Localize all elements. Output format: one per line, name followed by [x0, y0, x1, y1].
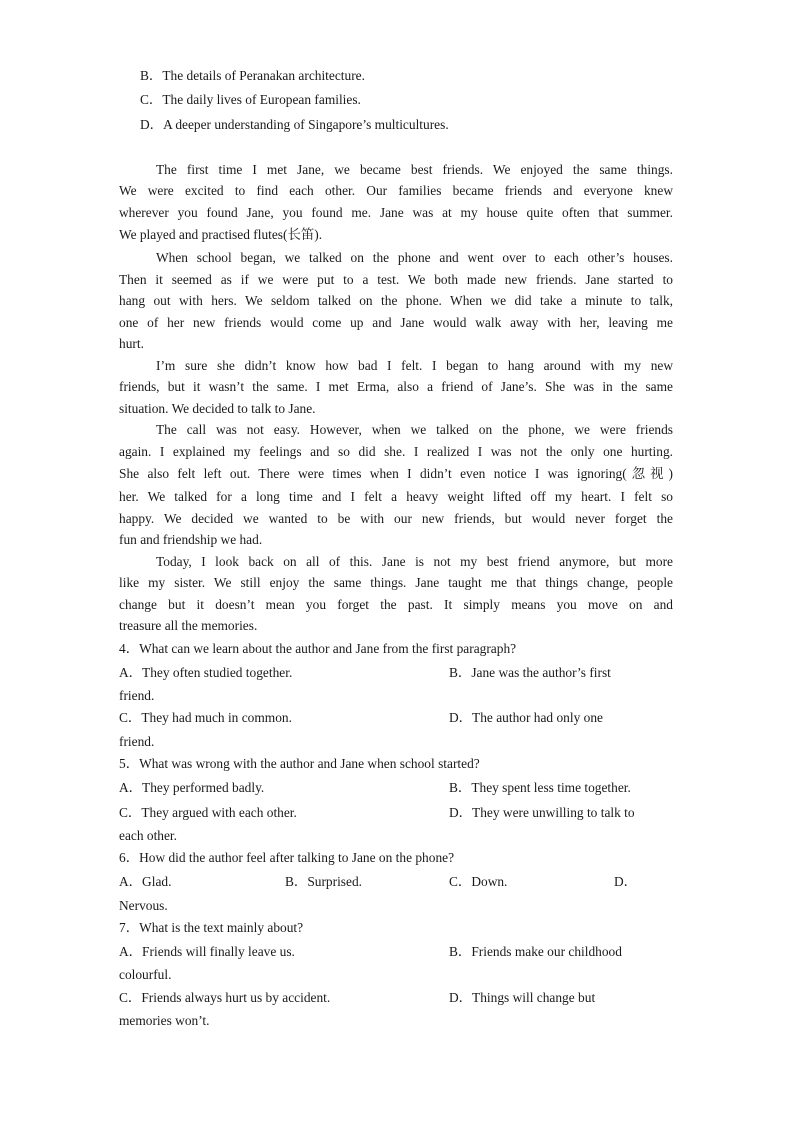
question-4-option-a: A．They often studied together. [119, 665, 293, 680]
passage-p5-line: change but it doesn’t mean you forget the past. It simply means you move on and [119, 597, 673, 612]
question-7-option-b: B．Friends make our childhood [449, 944, 622, 959]
question-6-option-c: C．Down. [449, 874, 508, 889]
passage-p4-line: her. We talked for a long time and I felt a heavy weight lifted off my heart. I felt so [119, 489, 673, 504]
question-5-option-c: C．They argued with each other. [119, 805, 297, 820]
question-5-stem: 5．What was wrong with the author and Jane when school started? [119, 756, 480, 771]
question-4-option-b-wrap: friend. [119, 688, 155, 703]
passage-p2-line: hurt. [119, 336, 144, 351]
question-7-option-a: A．Friends will finally leave us. [119, 944, 295, 959]
passage-p2-line: one of her new friends would come up and Jane would walk away with her, leaving me [119, 315, 673, 330]
question-5-option-d-wrap: each other. [119, 828, 177, 843]
option-letter: D． [140, 117, 164, 132]
prev-option-d [140, 117, 449, 133]
passage-p5-line: treasure all the memories. [119, 618, 258, 633]
question-6-option-d: D． [614, 874, 638, 889]
option-text: A deeper understanding of Singapore’s multicultures. [163, 117, 449, 132]
question-6-stem: 6．How did the author feel after talking to Jane on the phone? [119, 850, 455, 865]
passage-p2-line: hang out with hers. We seldom talked on the phone. When we did take a minute to talk, [119, 293, 673, 308]
passage-p4-line: fun and friendship we had. [119, 532, 263, 547]
question-4-option-d-wrap: friend. [119, 734, 155, 749]
passage-p3-line: friends, but it wasn’t the same. I met Erma, also a friend of Jane’s. She was in the same [119, 379, 673, 394]
passage-p2-line: When school began, we talked on the phone and went over to each other’s houses. [156, 250, 673, 265]
question-6-option-d-wrap: Nervous. [119, 898, 168, 913]
option-letter: B． [140, 68, 163, 83]
passage-p3-line: I’m sure she didn’t know how bad I felt. I began to hang around with my new [156, 358, 673, 373]
question-5-option-d: D．They were unwilling to talk to [449, 805, 635, 820]
prev-option-c [140, 92, 361, 108]
option-text: The details of Peranakan architecture. [162, 68, 365, 83]
passage-p4-line: again. I explained my feelings and so did she. I realized I was not the only one hurting. [119, 444, 673, 459]
passage-p1-line: The first time I met Jane, we became best friends. We enjoyed the same things. [156, 162, 673, 177]
question-7-option-d-wrap: memories won’t. [119, 1013, 210, 1028]
question-4-stem: 4．What can we learn about the author and Jane from the first paragraph? [119, 641, 517, 656]
question-7-option-c: C．Friends always hurt us by accident. [119, 990, 331, 1005]
question-5-option-a: A．They performed badly. [119, 780, 265, 795]
passage-p4-line: The call was not easy. However, when we talked on the phone, we were friends [156, 422, 673, 437]
passage-p5-line: like my sister. We still enjoy the same things. Jane taught me that things change, people [119, 575, 673, 590]
passage-p2-line: Then it seemed as if we were put to a test. We both made new friends. Jane started to [119, 272, 673, 287]
question-7-stem: 7．What is the text mainly about? [119, 920, 304, 935]
question-7-option-b-wrap: colourful. [119, 967, 172, 982]
option-letter: C． [140, 92, 163, 107]
passage-p1-line: We played and practised flutes(长笛). [119, 227, 323, 242]
passage-p4-line: happy. We decided we wanted to be with our new friends, but would never forget the [119, 511, 673, 526]
question-6-option-b: B．Surprised. [285, 874, 362, 889]
passage-p1-line: wherever you found Jane, you found me. Jane was at my house quite often that summer. [119, 205, 673, 220]
question-4-option-b: B．Jane was the author’s first [449, 665, 611, 680]
passage-p5-line: Today, I look back on all of this. Jane is not my best friend anymore, but more [156, 554, 673, 569]
passage-p1-line: We were excited to find each other. Our families became friends and everyone knew [119, 183, 673, 198]
question-5-option-b: B．They spent less time together. [449, 780, 631, 795]
option-text: The daily lives of European families. [162, 92, 361, 107]
question-4-option-d: D．The author had only one [449, 710, 603, 725]
prev-option-b [140, 68, 365, 84]
passage-p3-line: situation. We decided to talk to Jane. [119, 401, 316, 416]
question-6-option-a: A．Glad. [119, 874, 172, 889]
question-7-option-d: D．Things will change but [449, 990, 596, 1005]
question-4-option-c: C．They had much in common. [119, 710, 292, 725]
passage-p4-line: She also felt left out. There were times when I didn’t even notice I was ignoring(忽视) [119, 466, 673, 481]
